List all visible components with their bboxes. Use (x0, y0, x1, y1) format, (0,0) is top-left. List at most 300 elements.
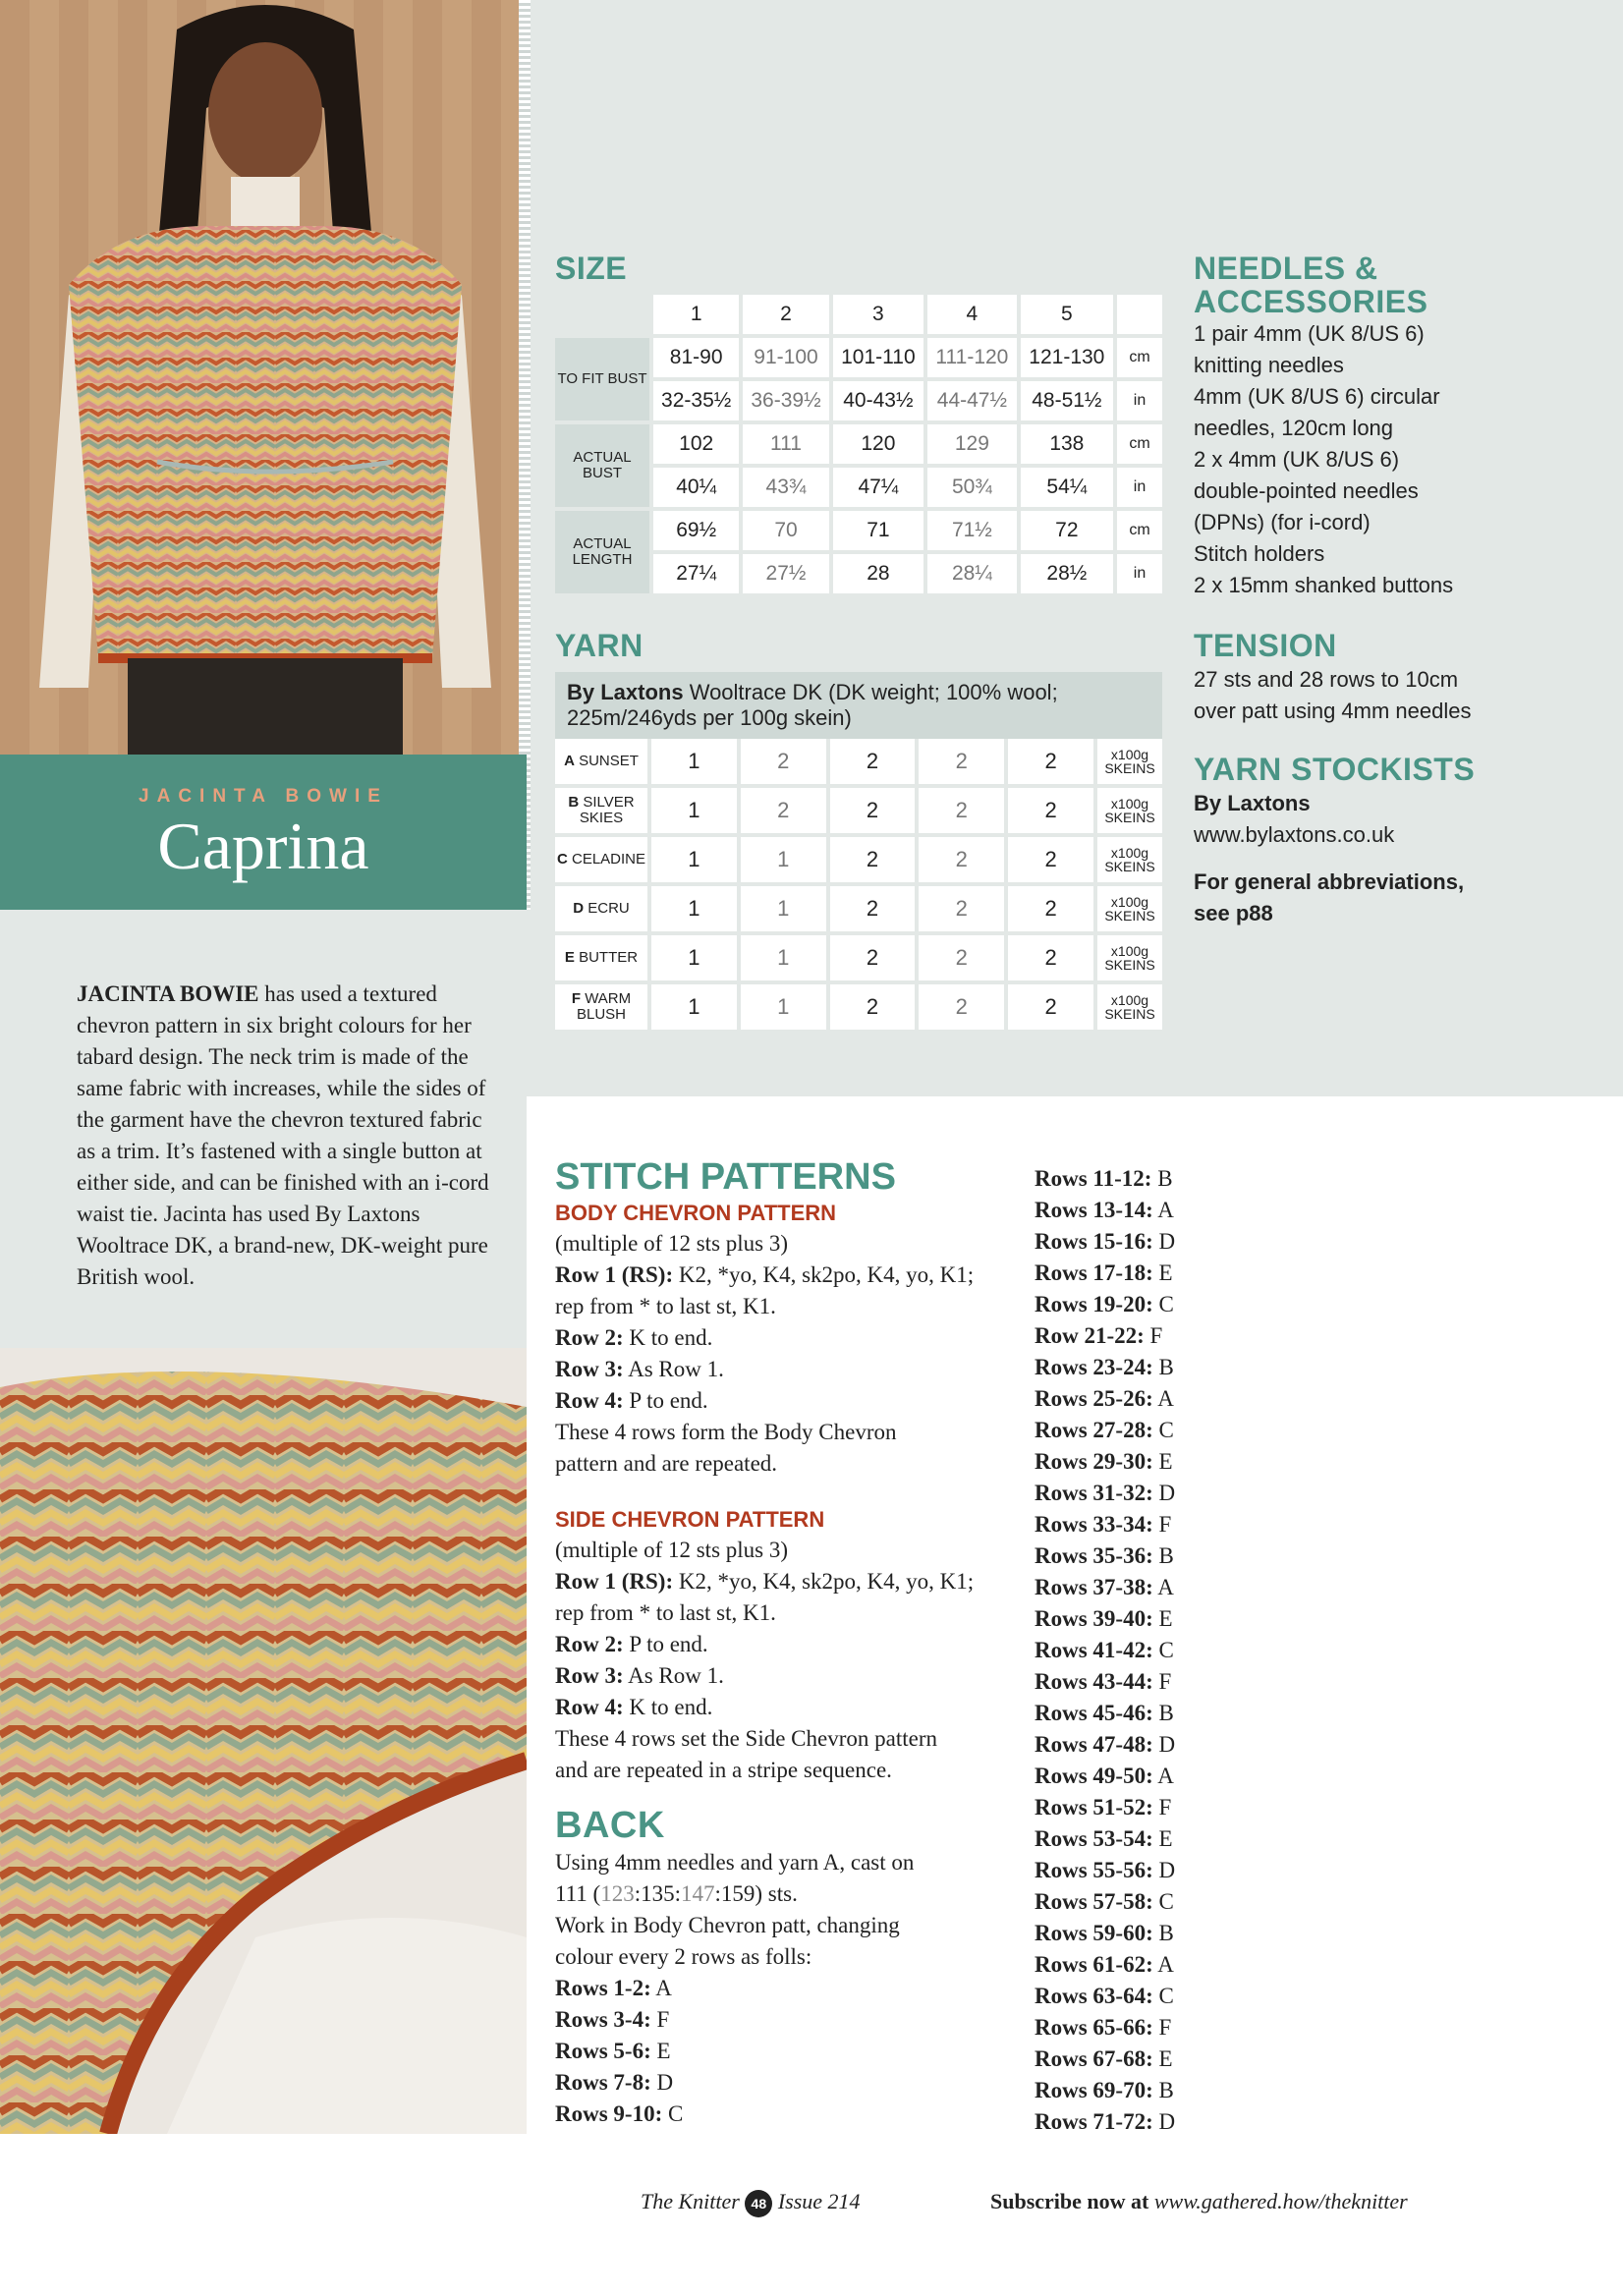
cell: 120 (833, 424, 923, 464)
pattern-line (1035, 1635, 1329, 1666)
pattern-line (555, 1417, 1017, 1448)
line-text: D (650, 2070, 674, 2095)
line-label: Rows 63-64: (1035, 1984, 1153, 2008)
line-text: K to end. (623, 1695, 713, 1719)
line-text: A (1152, 1575, 1174, 1599)
count-3: :135: (634, 1881, 681, 1906)
line-label: Row 3: (555, 1357, 624, 1381)
shade-label (555, 837, 647, 882)
pattern-line (1035, 2106, 1329, 2138)
line-text: K2, *yo, K4, sk2po, K4, yo, K1; (673, 1569, 975, 1594)
size-col: 5 (1021, 295, 1113, 334)
line-text: As Row 1. (623, 1357, 724, 1381)
pattern-line (1035, 2012, 1329, 2044)
unit-in: in (1117, 468, 1162, 507)
shade-name: CELADINE (571, 851, 646, 868)
shade-name: WARM BLUSH (576, 990, 632, 1023)
subscribe-text: Subscribe now at (990, 2189, 1154, 2213)
pattern-line (1035, 1195, 1329, 1226)
stockist-brand: By Laxtons (1194, 791, 1311, 815)
pattern-line (1035, 1823, 1329, 1855)
cell: 2 (919, 984, 1004, 1030)
pattern-line (1035, 1949, 1329, 1981)
stockists-heading: YARN STOCKISTS (1194, 752, 1476, 787)
cell: 2 (1008, 788, 1093, 833)
line-label: Rows 37-38: (1035, 1575, 1153, 1599)
shade-name: ECRU (588, 900, 630, 917)
cell: 54¼ (1021, 468, 1113, 507)
pattern-line (1035, 1320, 1329, 1352)
unit-blank (1117, 295, 1162, 334)
line-text: D (1152, 2109, 1176, 2134)
line-text: A (1152, 1386, 1174, 1411)
line-label: Rows 41-42: (1035, 1638, 1153, 1662)
shade-name: BUTTER (579, 949, 639, 966)
line-text: C (1152, 1889, 1174, 1914)
pattern-line (555, 1597, 1017, 1629)
line-label: Row 3: (555, 1663, 624, 1688)
needles-line: 1 pair 4mm (UK 8/US 6) (1194, 321, 1425, 346)
line-label: Rows 51-52: (1035, 1795, 1153, 1820)
back-stitch-counts (555, 1878, 1017, 1910)
pattern-line (555, 2099, 1017, 2130)
pattern-line (1035, 1981, 1329, 2012)
line-label: Rows 29-30: (1035, 1449, 1153, 1474)
line-text: B (1151, 1166, 1173, 1191)
pattern-line (1035, 1761, 1329, 1792)
cell: 2 (830, 788, 916, 833)
pattern-line (555, 1228, 1017, 1260)
unit-skeins: x100g SKEINS (1097, 935, 1162, 980)
unit-skeins: x100g SKEINS (1097, 886, 1162, 931)
pattern-line (555, 1692, 1017, 1723)
line-text: These 4 rows form the Body Chevron (555, 1420, 897, 1444)
line-text: C (1152, 1638, 1174, 1662)
line-text: E (1152, 1606, 1173, 1631)
line-label: Row 4: (555, 1388, 624, 1413)
shade-letter: C (556, 851, 568, 868)
needles-line: (DPNs) (for i-cord) (1194, 510, 1371, 534)
cell: 1 (651, 788, 737, 833)
cell: 111-120 (927, 338, 1017, 377)
table-row (555, 424, 1162, 464)
intro-body: has used a textured chevron pattern in six bright colours for her tabard design. The neck trim is made of the same fabric with increases, while the sides of the garment have the chevron textured fabric as a trim. It’s fastened with a single button at either side, and can be finished with an i-cord waist tie. Jacinta has used By Laxtons Wooltrace DK, a brand-new, DK-weight pure British wool. (77, 981, 489, 1289)
line-label: Rows 39-40: (1035, 1606, 1153, 1631)
model-photo (0, 0, 527, 755)
cell: 28 (833, 554, 923, 593)
line-label: Rows 13-14: (1035, 1198, 1153, 1222)
line-text: A (1152, 1952, 1174, 1977)
pattern-line (1035, 1792, 1329, 1823)
cell: 40-43½ (833, 381, 923, 420)
pattern-line (1035, 1415, 1329, 1446)
cell: 2 (1008, 837, 1093, 882)
line-label: Rows 49-50: (1035, 1764, 1153, 1788)
needles-line: 2 x 15mm shanked buttons (1194, 573, 1454, 597)
cell: 27½ (743, 554, 828, 593)
cell: 28¼ (927, 554, 1017, 593)
needles-line: double-pointed needles (1194, 478, 1419, 503)
line-label: Rows 9-10: (555, 2101, 663, 2126)
unit-skeins: x100g SKEINS (1097, 984, 1162, 1030)
unit-in: in (1117, 554, 1162, 593)
intro-text (77, 979, 499, 1293)
size-col: 2 (743, 295, 828, 334)
line-text: K2, *yo, K4, sk2po, K4, yo, K1; (673, 1262, 975, 1287)
stitch-heading: STITCH PATTERNS (555, 1156, 896, 1198)
line-text: E (650, 2039, 671, 2063)
cell: 2 (830, 739, 916, 784)
line-text: F (1152, 1512, 1172, 1537)
needles-list (1194, 318, 1606, 601)
pattern-line (1035, 1509, 1329, 1540)
line-label: Row 2: (555, 1632, 624, 1656)
line-text: (multiple of 12 sts plus 3) (555, 1538, 789, 1562)
cell: 48-51½ (1021, 381, 1113, 420)
line-text: E (1152, 1260, 1173, 1285)
cell: 2 (830, 837, 916, 882)
cell: 28½ (1021, 554, 1113, 593)
line-label: Rows 11-12: (1035, 1166, 1152, 1191)
pattern-line (555, 1260, 1017, 1291)
size-col: 1 (653, 295, 739, 334)
cell: 70 (743, 511, 828, 550)
pattern-line (1035, 1446, 1329, 1478)
cell: 2 (830, 984, 916, 1030)
cell: 2 (1008, 739, 1093, 784)
back-heading: BACK (555, 1805, 665, 1846)
size-col: 3 (833, 295, 923, 334)
cell: 72 (1021, 511, 1113, 550)
table-row (555, 837, 1162, 882)
shade-label (555, 984, 647, 1030)
pattern-line (1035, 1478, 1329, 1509)
cell: 1 (741, 886, 826, 931)
count-5: :159) sts. (714, 1881, 798, 1906)
cell: 111 (743, 424, 828, 464)
line-label: Rows 53-54: (1035, 1826, 1153, 1851)
line-label: Rows 27-28: (1035, 1418, 1153, 1442)
line-text: These 4 rows set the Side Chevron pattern (555, 1726, 937, 1751)
line-label: Rows 57-58: (1035, 1889, 1153, 1914)
abbreviations-note: For general abbreviations, see p88 (1194, 869, 1465, 925)
line-label: Row 4: (555, 1695, 624, 1719)
line-label: Rows 25-26: (1035, 1386, 1153, 1411)
line-text: F (1144, 1323, 1163, 1348)
cell: 2 (919, 739, 1004, 784)
shade-name: SILVER SKIES (579, 794, 635, 826)
pattern-line (1035, 1572, 1329, 1603)
pattern-line (1035, 1289, 1329, 1320)
needles-heading: NEEDLES & ACCESSORIES (1194, 251, 1428, 319)
tension-heading: TENSION (1194, 628, 1337, 663)
tension-text (1194, 664, 1606, 727)
line-label: Row 1 (RS): (555, 1262, 674, 1287)
pattern-line (1035, 1352, 1329, 1383)
unit-skeins: x100g SKEINS (1097, 837, 1162, 882)
pattern-line (555, 1660, 1017, 1692)
line-text: rep from * to last st, K1. (555, 1294, 776, 1318)
table-row (555, 511, 1162, 550)
line-label: Row 21-22: (1035, 1323, 1145, 1348)
pattern-line (555, 1755, 1017, 1786)
footer-left (641, 2189, 861, 2217)
pattern-line (555, 1354, 1017, 1385)
line-label: Rows 35-36: (1035, 1543, 1153, 1568)
count-1: 111 ( (555, 1881, 601, 1906)
line-text: D (1152, 1229, 1176, 1254)
line-text: F (1152, 1795, 1172, 1820)
unit-skeins: x100g SKEINS (1097, 788, 1162, 833)
row-label: TO FIT BUST (555, 338, 649, 420)
pattern-line (1035, 2044, 1329, 2075)
closeup-photo (0, 1348, 527, 2134)
stitch-body (555, 1199, 1017, 2130)
line-label: Rows 65-66: (1035, 2015, 1153, 2040)
shade-label (555, 935, 647, 980)
table-row (555, 935, 1162, 980)
pattern-line (555, 2036, 1017, 2067)
line-text: B (1152, 1355, 1174, 1379)
shade-letter: E (564, 949, 575, 966)
magazine-name: The Knitter (641, 2189, 740, 2213)
table-row (555, 984, 1162, 1030)
size-corner (555, 295, 649, 334)
line-label: Rows 45-46: (1035, 1701, 1153, 1725)
shade-label (555, 788, 647, 833)
pattern-line (555, 1566, 1017, 1597)
line-label: Rows 17-18: (1035, 1260, 1153, 1285)
line-label: Rows 67-68: (1035, 2046, 1153, 2071)
cell: 1 (651, 984, 737, 1030)
yarn-brand: By Laxtons (567, 680, 684, 704)
line-text: D (1152, 1858, 1176, 1882)
pattern-line (555, 1385, 1017, 1417)
shade-label (555, 886, 647, 931)
line-label: Rows 47-48: (1035, 1732, 1153, 1757)
line-text: C (1152, 1418, 1174, 1442)
line-text: A (1152, 1198, 1174, 1222)
cell: 2 (741, 788, 826, 833)
cell: 101-110 (833, 338, 923, 377)
unit-skeins: x100g SKEINS (1097, 739, 1162, 784)
cell: 138 (1021, 424, 1113, 464)
line-text: P to end. (623, 1388, 708, 1413)
cell: 1 (741, 837, 826, 882)
cell: 2 (919, 788, 1004, 833)
cell: 102 (653, 424, 739, 464)
line-text: P to end. (623, 1632, 708, 1656)
pattern-line (1035, 1729, 1329, 1761)
cell: 40¼ (653, 468, 739, 507)
line-text: B (1152, 2078, 1174, 2102)
line-text: C (1152, 1292, 1174, 1316)
cell: 129 (927, 424, 1017, 464)
cell: 2 (919, 935, 1004, 980)
line-text: E (1152, 1826, 1173, 1851)
line-text: E (1152, 2046, 1173, 2071)
cell: 50¾ (927, 468, 1017, 507)
cell: 69½ (653, 511, 739, 550)
shade-name: SUNSET (579, 753, 639, 769)
yarn-heading: YARN (555, 628, 644, 663)
pattern-line (555, 1535, 1017, 1566)
cell: 2 (919, 837, 1004, 882)
line-text: C (662, 2101, 684, 2126)
line-text: B (1152, 1921, 1174, 1945)
count-4: 147 (680, 1881, 715, 1906)
line-label: Rows 7-8: (555, 2070, 651, 2095)
pattern-line (555, 1973, 1017, 2004)
cell: 71 (833, 511, 923, 550)
pattern-title: Caprina (157, 809, 369, 883)
cell: 2 (741, 739, 826, 784)
cell: 43¾ (743, 468, 828, 507)
size-heading: SIZE (555, 251, 628, 286)
cell: 1 (741, 984, 826, 1030)
line-label: Rows 71-72: (1035, 2109, 1153, 2134)
table-row (555, 788, 1162, 833)
pattern-line (1035, 1855, 1329, 1886)
cell: 2 (1008, 935, 1093, 980)
tension-line: 27 sts and 28 rows to 10cm (1194, 667, 1459, 692)
cell: 27¼ (653, 554, 739, 593)
row-label: ACTUAL LENGTH (555, 511, 649, 593)
line-label: Rows 3-4: (555, 2007, 651, 2032)
size-col: 4 (927, 295, 1017, 334)
stockist-url[interactable]: www.bylaxtons.co.uk (1194, 822, 1395, 847)
cell: 1 (741, 935, 826, 980)
line-text: rep from * to last st, K1. (555, 1600, 776, 1625)
cell: 1 (651, 935, 737, 980)
side-chevron-text (555, 1535, 1017, 1786)
body-chevron-text (555, 1228, 1017, 1480)
pattern-line (1035, 2075, 1329, 2106)
pattern-line (1035, 1163, 1329, 1195)
row-label: ACTUAL BUST (555, 424, 649, 507)
cell: 1 (651, 837, 737, 882)
pattern-line (1035, 1698, 1329, 1729)
line-label: Rows 5-6: (555, 2039, 651, 2063)
unit-cm: cm (1117, 511, 1162, 550)
line-label: Rows 55-56: (1035, 1858, 1153, 1882)
cell: 2 (830, 935, 916, 980)
yarn-description (555, 672, 1162, 739)
closeup-illustration (0, 1348, 527, 2134)
pattern-line (1035, 1540, 1329, 1572)
pattern-line (1035, 1666, 1329, 1698)
line-text: B (1152, 1543, 1174, 1568)
unit-cm: cm (1117, 424, 1162, 464)
pattern-line (1035, 1603, 1329, 1635)
cell: 81-90 (653, 338, 739, 377)
shade-letter: F (571, 990, 582, 1007)
pattern-line (555, 1723, 1017, 1755)
cell: 1 (651, 739, 737, 784)
line-text: F (650, 2007, 670, 2032)
line-label: Rows 31-32: (1035, 1481, 1153, 1505)
title-banner (0, 755, 527, 910)
cell: 71½ (927, 511, 1017, 550)
line-label: Rows 23-24: (1035, 1355, 1153, 1379)
line-label: Rows 19-20: (1035, 1292, 1153, 1316)
stockists-text (1194, 788, 1606, 929)
pattern-line (1035, 1226, 1329, 1258)
line-label: Rows 61-62: (1035, 1952, 1153, 1977)
unit-cm: cm (1117, 338, 1162, 377)
tension-line: over patt using 4mm needles (1194, 699, 1472, 723)
line-text: pattern and are repeated. (555, 1451, 778, 1476)
issue-number: Issue 214 (777, 2189, 861, 2213)
line-label: Row 1 (RS): (555, 1569, 674, 1594)
cell: 91-100 (743, 338, 828, 377)
pattern-line (555, 2004, 1017, 2036)
subscribe-url[interactable]: www.gathered.how/theknitter (1153, 2189, 1408, 2213)
line-text: D (1152, 1481, 1176, 1505)
table-row (555, 338, 1162, 377)
pattern-line (1035, 1886, 1329, 1918)
shade-letter: A (564, 753, 575, 769)
line-text: E (1152, 1449, 1173, 1474)
pattern-line (555, 1322, 1017, 1354)
line-text: K to end. (623, 1325, 713, 1350)
yarn-table (551, 735, 1166, 1034)
cell: 2 (1008, 984, 1093, 1030)
cell: 47¼ (833, 468, 923, 507)
stripe-sequence (1035, 1163, 1329, 2138)
pattern-line (555, 1291, 1017, 1322)
line-label: Rows 59-60: (1035, 1921, 1153, 1945)
model-illustration (0, 0, 527, 755)
back-line: Using 4mm needles and yarn A, cast on (555, 1850, 915, 1875)
body-chevron-heading: BODY CHEVRON PATTERN (555, 1201, 837, 1225)
count-2: 123 (600, 1881, 635, 1906)
unit-in: in (1117, 381, 1162, 420)
shade-letter: B (568, 794, 580, 811)
line-text: A (1152, 1764, 1174, 1788)
table-row (555, 739, 1162, 784)
table-row (555, 886, 1162, 931)
line-label: Rows 43-44: (1035, 1669, 1153, 1694)
cell: 2 (919, 886, 1004, 931)
shade-label (555, 739, 647, 784)
line-text: F (1152, 1669, 1172, 1694)
cell: 2 (830, 886, 916, 931)
line-text: and are repeated in a stripe sequence. (555, 1758, 892, 1782)
pattern-line (1035, 1383, 1329, 1415)
back-rows (555, 1973, 1017, 2130)
shade-letter: D (573, 900, 585, 917)
needles-line: 2 x 4mm (UK 8/US 6) (1194, 447, 1400, 472)
line-text: D (1152, 1732, 1176, 1757)
line-text: As Row 1. (623, 1663, 724, 1688)
line-label: Rows 1-2: (555, 1976, 651, 2000)
designer-name: JACINTA BOWIE (139, 786, 388, 807)
page-number: 48 (745, 2190, 772, 2217)
line-text: B (1152, 1701, 1174, 1725)
pattern-line (1035, 1918, 1329, 1949)
side-chevron-heading: SIDE CHEVRON PATTERN (555, 1507, 825, 1532)
yarn-desc: Wooltrace DK (DK weight; 100% wool; 225m/246yds per 100g skein) (567, 680, 1058, 730)
line-label: Rows 15-16: (1035, 1229, 1153, 1254)
line-label: Rows 33-34: (1035, 1512, 1153, 1537)
size-table (551, 291, 1166, 597)
pattern-line (555, 1629, 1017, 1660)
line-label: Rows 69-70: (1035, 2078, 1153, 2102)
cell: 44-47½ (927, 381, 1017, 420)
pattern-line (555, 2067, 1017, 2099)
line-label: Row 2: (555, 1325, 624, 1350)
